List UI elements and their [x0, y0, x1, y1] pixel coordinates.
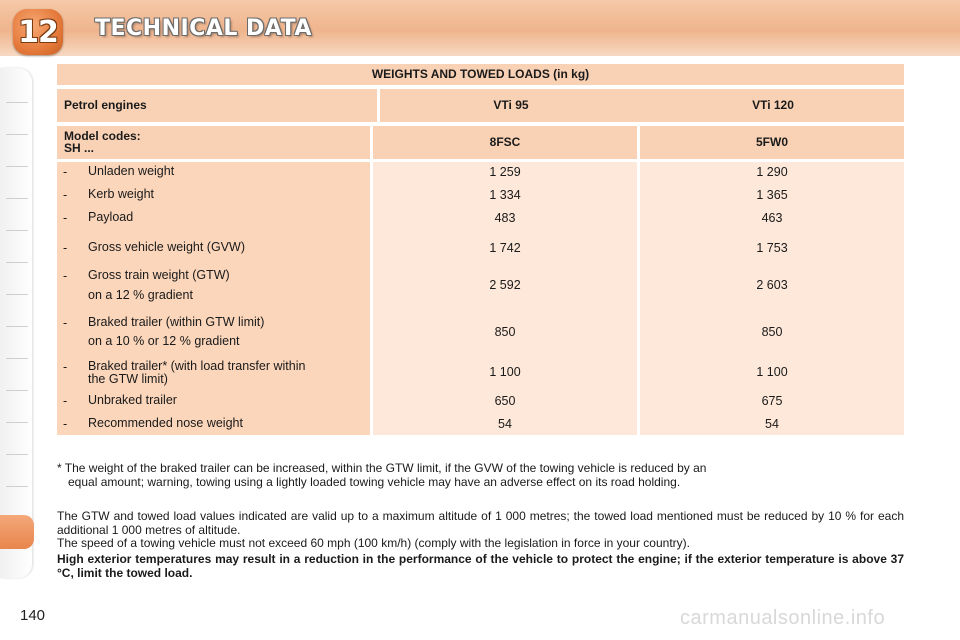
- table-cell: 1 290: [756, 165, 788, 179]
- footnote-line2: equal amount; warning, towing using a lightly loaded towing vehicle may have an adverse effect on its road holding.: [68, 475, 681, 489]
- side-tab-divider: [6, 390, 28, 391]
- side-tab-divider: [6, 198, 28, 199]
- petrol-engines-row: [57, 89, 904, 122]
- side-tab-divider: [6, 422, 28, 423]
- temperature-warning: High exterior temperatures may result in a reduction in the performance of the vehicle to protect the engine; if the exterior temperature is above 37 °C, limit the towed load.: [57, 552, 904, 580]
- side-tab-divider: [6, 326, 28, 327]
- table-row-label: - Gross train weight (GTW) on a 12 % gradient: [63, 268, 230, 302]
- model-codes-label-line1: Model codes:: [64, 129, 141, 143]
- table-title: WEIGHTS AND TOWED LOADS (in kg): [57, 64, 904, 85]
- side-tab-divider: [6, 358, 28, 359]
- vti120-values-column: [640, 162, 904, 435]
- table-cell: 54: [765, 417, 779, 431]
- table-row-label: - Braked trailer (within GTW limit) on a 10 % or 12 % gradient: [63, 315, 265, 348]
- table-cell: 2 592: [489, 278, 521, 292]
- table-body: [57, 162, 904, 435]
- vti95-values-column: [373, 162, 637, 435]
- watermark: carmanualsonline.info: [680, 607, 886, 629]
- table-cell: 1 753: [756, 241, 788, 255]
- side-tab-chapter-12[interactable]: [0, 515, 34, 549]
- table-cell: 1 742: [489, 241, 521, 255]
- chapter-badge: 12: [13, 9, 63, 55]
- model-codes-label: [57, 126, 370, 159]
- table-cell: 463: [761, 211, 783, 225]
- model-codes-row: [57, 126, 904, 159]
- table-cell: 650: [494, 394, 516, 408]
- table-cell: 675: [761, 394, 783, 408]
- side-tab-divider: [6, 262, 28, 263]
- table-row-label: - Unladen weight: [63, 164, 175, 179]
- table-row-label: - Gross vehicle weight (GVW): [63, 240, 245, 255]
- table-cell: 1 100: [489, 365, 521, 379]
- side-tab-divider: [6, 134, 28, 135]
- footnote-line1: * The weight of the braked trailer can be increased, within the GTW limit, if the GVW of the towing vehicle is reduced by an: [57, 461, 707, 475]
- engine-vti120: VTi 120: [752, 98, 794, 112]
- table-cell: 1 100: [756, 365, 788, 379]
- side-tab-strip: [0, 68, 32, 578]
- table-cell: 1 365: [756, 188, 788, 202]
- side-tab-divider: [6, 102, 28, 103]
- model-code-8fsc: 8FSC: [373, 126, 637, 159]
- table-cell: 1 334: [489, 188, 521, 202]
- table-cell: 483: [494, 211, 516, 225]
- side-tab-divider: [6, 230, 28, 231]
- side-tab-divider: [6, 294, 28, 295]
- page-number: 140: [20, 607, 46, 624]
- table-cell: 850: [761, 325, 783, 339]
- petrol-engines-label: Petrol engines: [64, 98, 147, 112]
- table-row-label: - Unbraked trailer: [63, 393, 177, 408]
- side-tab-divider: [6, 454, 28, 455]
- speed-paragraph: The speed of a towing vehicle must not exceed 60 mph (100 km/h) (comply with the legislation in force in your country).: [57, 536, 690, 550]
- table-cell: 850: [494, 325, 516, 339]
- table-cell: 2 603: [756, 278, 788, 292]
- table-cell: 1 259: [489, 165, 521, 179]
- table-row-label: - Braked trailer* (with load transfer within the GTW limit): [63, 359, 306, 386]
- model-code-5fw0: 5FW0: [640, 126, 904, 159]
- model-codes-label-line2: SH ...: [64, 141, 95, 155]
- footnote: [57, 461, 904, 489]
- side-tab-divider: [6, 486, 28, 487]
- altitude-paragraph: The GTW and towed load values indicated are valid up to a maximum altitude of 1 000 metres; the towed load mentioned must be reduced by 10 % for each additional 1 000 metres of altitude.: [57, 509, 904, 537]
- table-row-label: - Payload: [63, 210, 134, 225]
- table-row-label: - Kerb weight: [63, 187, 155, 202]
- page-title: TECHNICAL DATA: [95, 16, 312, 41]
- side-tab-divider: [6, 166, 28, 167]
- row-labels-column: [57, 162, 370, 435]
- table-cell: 54: [498, 417, 512, 431]
- engine-vti95: VTi 95: [493, 98, 529, 112]
- table-row-label: - Recommended nose weight: [63, 416, 243, 431]
- weights-table: [57, 64, 904, 435]
